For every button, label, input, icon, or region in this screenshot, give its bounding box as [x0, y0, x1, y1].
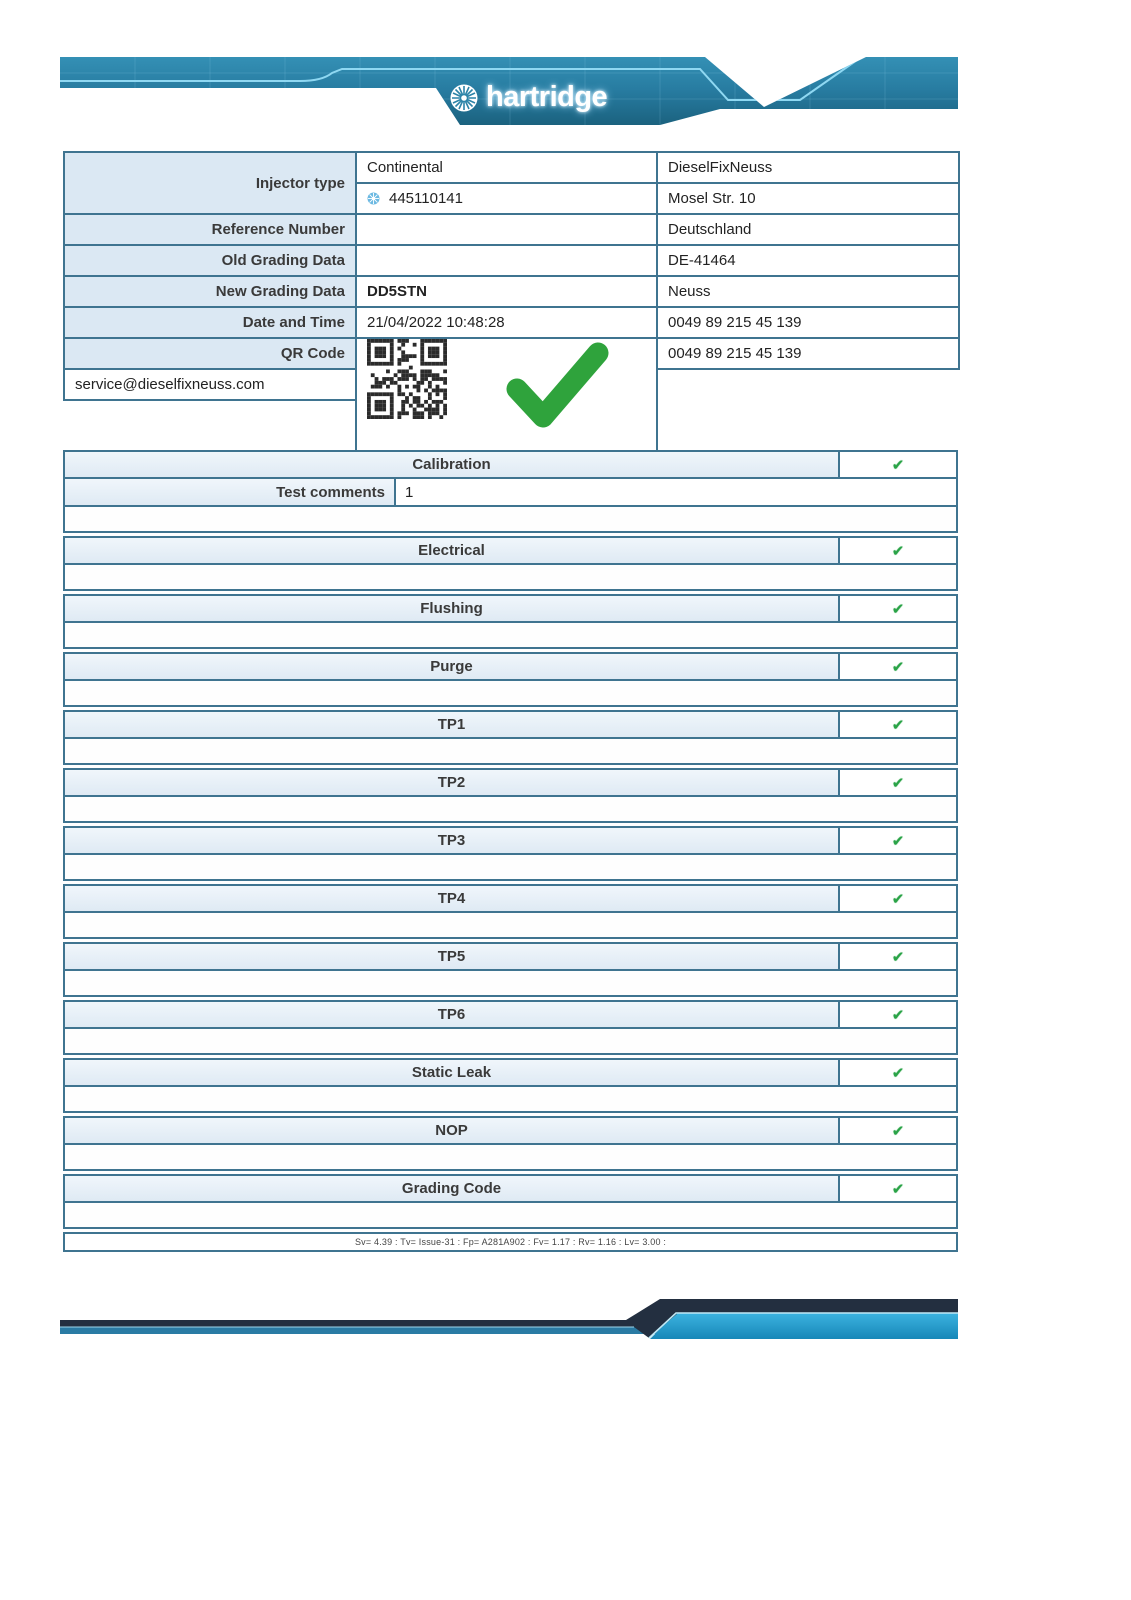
header-banner: [60, 55, 958, 129]
section-label: TP6: [65, 1002, 838, 1027]
section-status-cell: [838, 1060, 956, 1085]
injector-part-number-cell: [356, 183, 657, 214]
section-spacer: [65, 1085, 956, 1111]
section-label: Flushing: [65, 596, 838, 621]
section-status-cell: [838, 538, 956, 563]
qr-code-image: [367, 339, 447, 419]
section-status-cell: [838, 944, 956, 969]
pass-tick-icon: ✔: [891, 657, 905, 676]
section-tp5: [63, 942, 958, 997]
workshop-name: DieselFixNeuss: [657, 152, 959, 183]
section-spacer: [65, 563, 956, 589]
pass-tick-icon: ✔: [891, 541, 905, 560]
footer-banner-graphic: [60, 1292, 958, 1340]
section-label: Electrical: [65, 538, 838, 563]
section-label: TP1: [65, 712, 838, 737]
injector-type-label: Injector type: [64, 152, 356, 214]
section-status-cell: [838, 1002, 956, 1027]
section-status-cell: [838, 712, 956, 737]
brand-name: hartridge: [486, 81, 608, 113]
pass-tick-icon: ✔: [891, 1179, 905, 1198]
workshop-country: Deutschland: [657, 214, 959, 245]
section-label: Purge: [65, 654, 838, 679]
pass-tick-icon: ✔: [891, 1063, 905, 1082]
footer-bright-blue-wedge: [650, 1313, 958, 1339]
pass-tick-icon: ✔: [891, 1005, 905, 1024]
workshop-email: service@dieselfixneuss.com: [64, 369, 356, 400]
test-comments-row: [65, 477, 956, 505]
section-spacer: [65, 505, 956, 531]
section-spacer: [65, 1201, 956, 1227]
section-status-cell: [838, 1118, 956, 1143]
section-static-leak: [63, 1058, 958, 1113]
date-time-value: 21/04/2022 10:48:28: [356, 307, 657, 338]
injector-make-value: Continental: [356, 152, 657, 183]
pass-tick-icon: ✔: [891, 715, 905, 734]
date-time-label: Date and Time: [64, 307, 356, 338]
part-wheel-icon: [367, 192, 380, 205]
section-status-cell: [838, 828, 956, 853]
section-calibration: [63, 450, 958, 533]
section-status-cell: [838, 596, 956, 621]
section-label: TP2: [65, 770, 838, 795]
section-electrical: [63, 536, 958, 591]
section-spacer: [65, 969, 956, 995]
qr-code-cell: [356, 338, 657, 463]
workshop-street: Mosel Str. 10: [657, 183, 959, 214]
section-label: Calibration: [65, 452, 838, 477]
section-spacer: [65, 737, 956, 763]
section-label: NOP: [65, 1118, 838, 1143]
qr-code-label: QR Code: [64, 338, 356, 369]
section-status-cell: [838, 452, 956, 477]
brand-logo: [448, 81, 607, 114]
new-grading-data-label: New Grading Data: [64, 276, 356, 307]
section-tp6: [63, 1000, 958, 1055]
test-comments-label: Test comments: [65, 479, 394, 505]
section-status-cell: [838, 1176, 956, 1201]
section-label: TP5: [65, 944, 838, 969]
section-status-cell: [838, 886, 956, 911]
section-tp1: [63, 710, 958, 765]
section-status-cell: [838, 770, 956, 795]
software-version-line: Sv= 4.39 : Tv= Issue-31 : Fp= A281A902 : Fv= 1.17 : Rv= 1.16 : Lv= 3.00 :: [354, 1237, 667, 1247]
reference-number-value: [356, 214, 657, 245]
pass-tick-icon: ✔: [891, 455, 905, 474]
section-purge: [63, 652, 958, 707]
workshop-postal-code: DE-41464: [657, 245, 959, 276]
section-label: Static Leak: [65, 1060, 838, 1085]
test-sections: [63, 450, 958, 1255]
pass-tick-icon: ✔: [891, 1121, 905, 1140]
workshop-phone-1: 0049 89 215 45 139: [657, 307, 959, 338]
section-spacer: [65, 679, 956, 705]
version-block: [63, 1232, 958, 1252]
injector-info-table: [63, 151, 960, 464]
footer-banner: [60, 1292, 958, 1340]
wheel-icon: [448, 82, 480, 114]
section-spacer: [65, 853, 956, 879]
pass-tick-icon: ✔: [891, 831, 905, 850]
test-comments-value: 1: [394, 479, 956, 505]
section-grading-code: [63, 1174, 958, 1229]
reference-number-label: Reference Number: [64, 214, 356, 245]
pass-tick-icon: ✔: [891, 773, 905, 792]
section-tp4: [63, 884, 958, 939]
section-status-cell: [838, 654, 956, 679]
pass-tick-icon: ✔: [891, 889, 905, 908]
section-flushing: [63, 594, 958, 649]
section-tp2: [63, 768, 958, 823]
pass-tick-icon: ✔: [891, 947, 905, 966]
section-label: TP4: [65, 886, 838, 911]
pass-tick-icon: ✔: [891, 599, 905, 618]
workshop-city: Neuss: [657, 276, 959, 307]
section-spacer: [65, 911, 956, 937]
workshop-phone-2: 0049 89 215 45 139: [657, 338, 959, 369]
section-label: TP3: [65, 828, 838, 853]
section-nop: [63, 1116, 958, 1171]
old-grading-data-value: [356, 245, 657, 276]
section-tp3: [63, 826, 958, 881]
injector-part-number: 445110141: [389, 190, 463, 207]
pass-check-icon: [505, 341, 609, 433]
old-grading-data-label: Old Grading Data: [64, 245, 356, 276]
section-spacer: [65, 621, 956, 647]
new-grading-data-value: DD5STN: [356, 276, 657, 307]
section-label: Grading Code: [65, 1176, 838, 1201]
section-spacer: [65, 1143, 956, 1169]
section-spacer: [65, 795, 956, 821]
section-spacer: [65, 1027, 956, 1053]
